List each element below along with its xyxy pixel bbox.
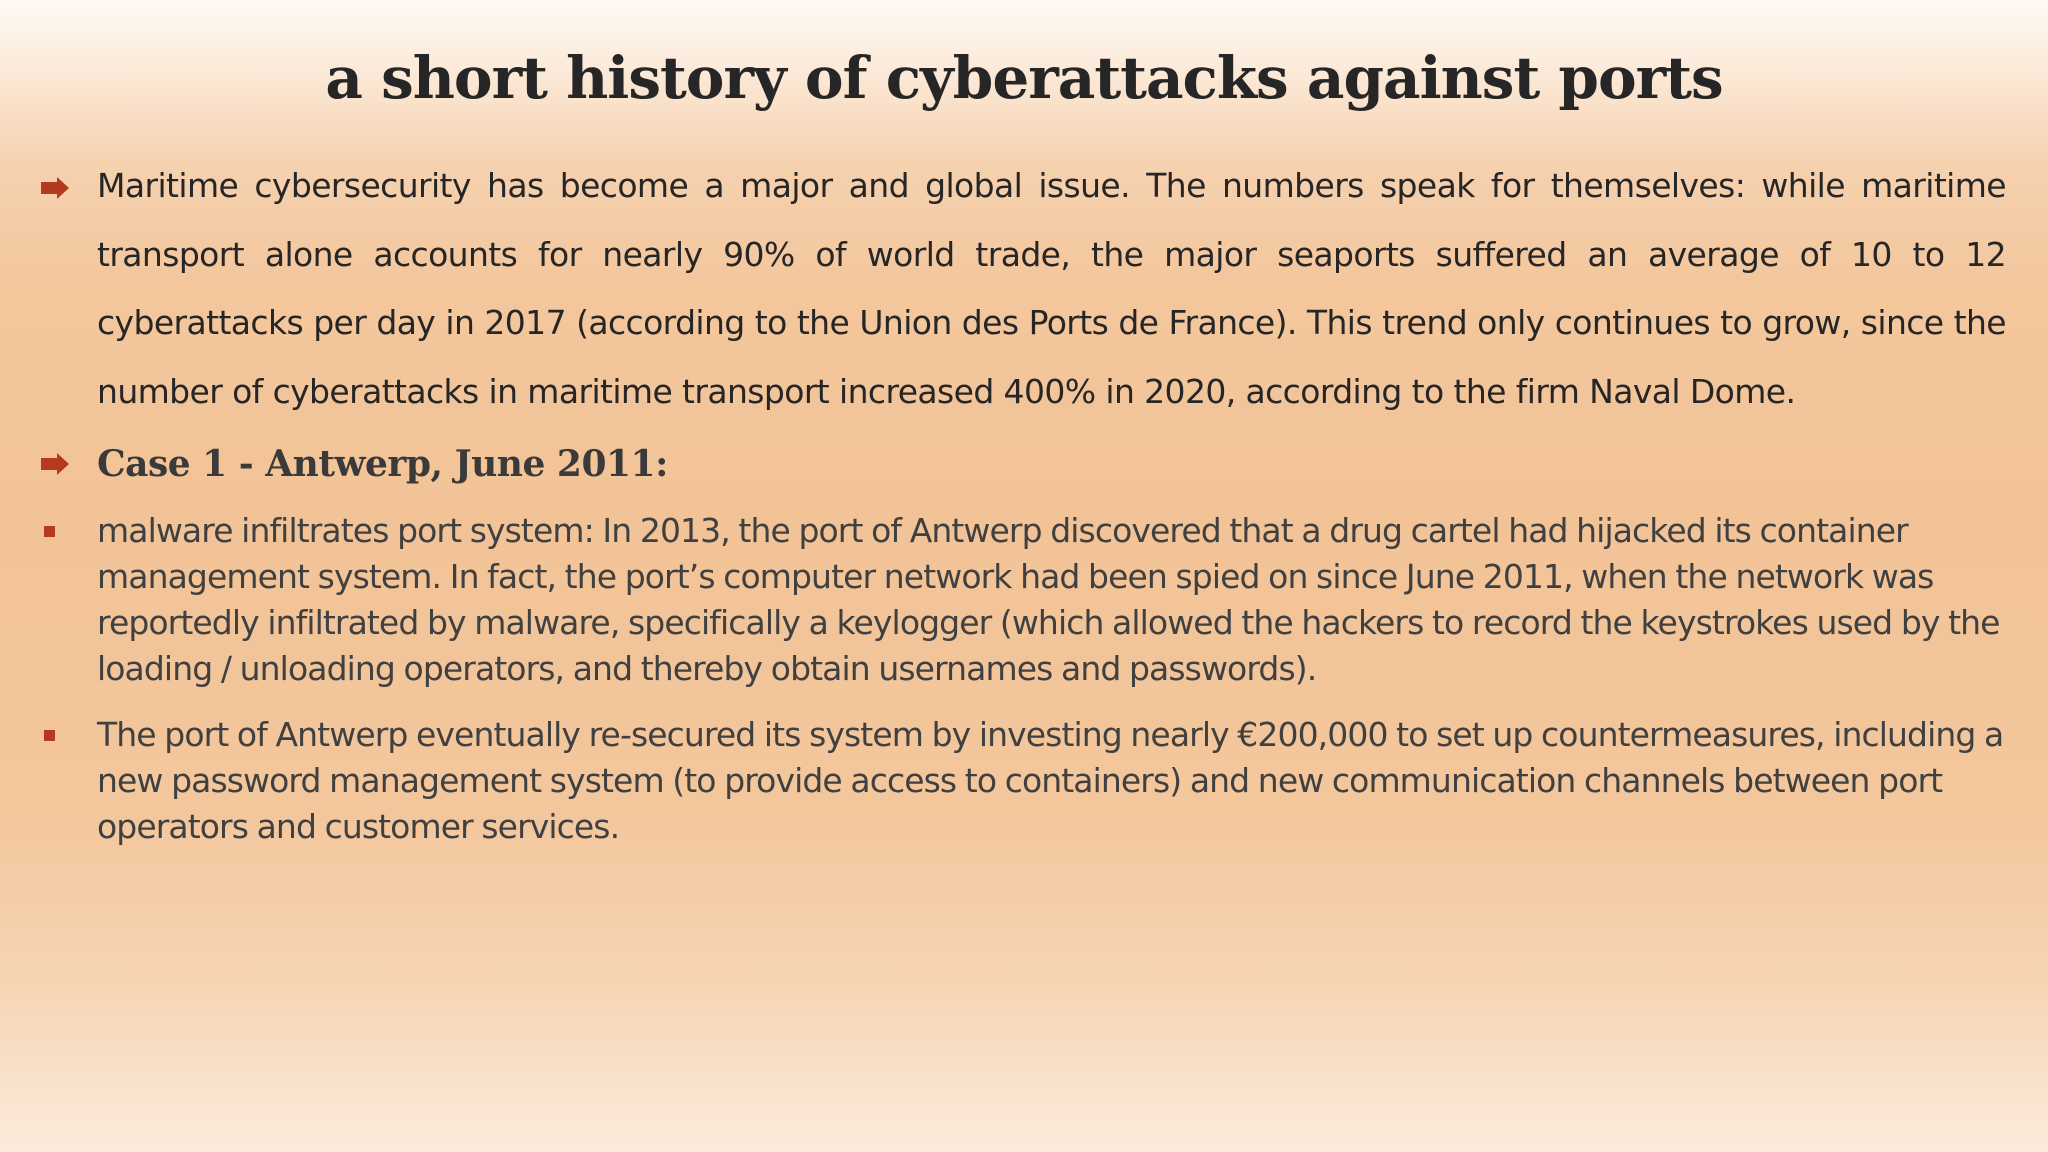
intro-paragraph [40, 152, 2006, 426]
arrow-bullet-icon [40, 452, 70, 476]
case-heading-text: Case 1 - Antwerp, June 2011: [97, 443, 668, 485]
slide-title: a short history of cyberattacks against ports [325, 44, 1723, 112]
list-item [40, 508, 2006, 692]
intro-text: Maritime cybersecurity has become a major and global issue. The numbers speak for themselves: while maritime transport alone accounts for nearly 90% of world trade, the major seaports suffered an average of 10 to 12 cyberattacks per day in 2017 (according to the Union des Ports de France). This trend only continues to grow, since the number of cyberattacks in maritime transport increased 400% in 2020, according to the firm Naval Dome. [97, 166, 2006, 411]
arrow-bullet-icon [40, 176, 70, 200]
list-item-text: The port of Antwerp eventually re-secured its system by investing nearly €200,000 to set up countermeasures, including a new password management system (to provide access to containers) and new communication channels between port operators and customer services. [97, 715, 2004, 846]
square-bullet-icon [44, 730, 55, 741]
list-item [40, 712, 2006, 850]
case-heading [40, 436, 2006, 492]
slide-content [40, 152, 2006, 850]
list-item-text: malware infiltrates port system: In 2013, the port of Antwerp discovered that a drug cartel had hijacked its container management system. In fact, the port’s computer network had been spied on since June 2011, when the network was reportedly infiltrated by malware, specifically a keylogger (which allowed the hackers to record the keystrokes used by the loading / unloading operators, and thereby obtain usernames and passwords). [97, 511, 2000, 688]
square-bullet-icon [44, 526, 55, 537]
